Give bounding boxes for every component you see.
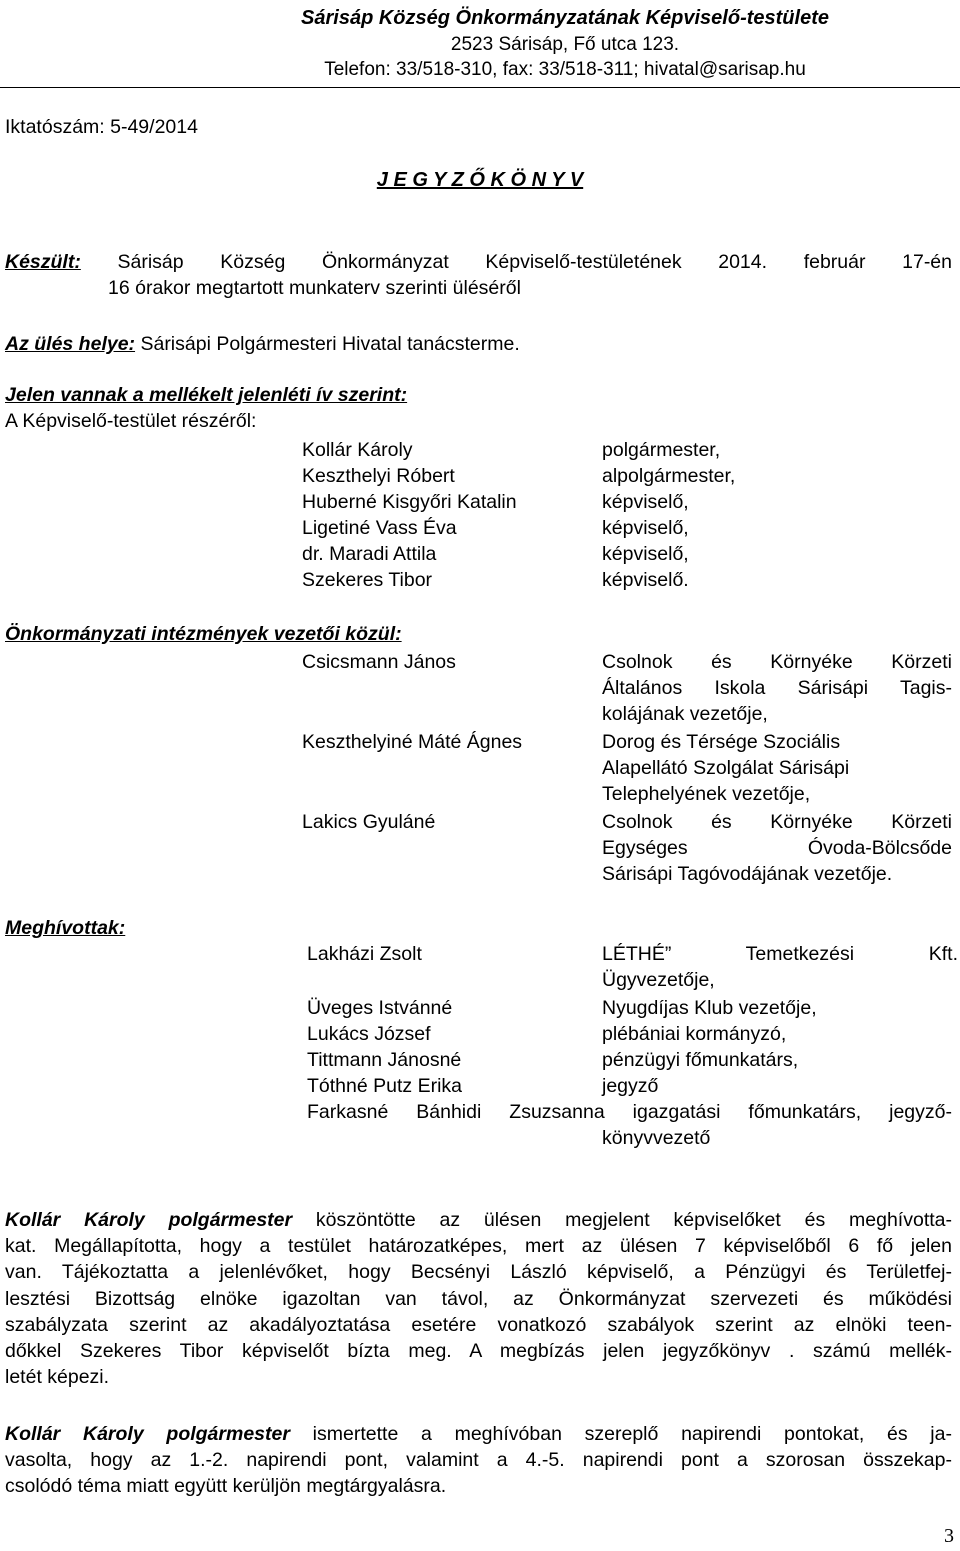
member-name: dr. Maradi Attila — [302, 543, 437, 565]
member-name: Ligetiné Vass Éva — [302, 517, 457, 539]
invitee-name: Üveges Istvánné — [307, 997, 453, 1019]
paragraph-line: csolódó téma miatt együtt kerüljön megtárgyalásra. — [5, 1475, 447, 1498]
prepared-label: Készült: — [5, 251, 81, 273]
invitee-farkasne-continuation: könyvvezető — [602, 1127, 711, 1149]
letterhead-divider — [0, 87, 960, 88]
paragraph-line: van. Tájékoztatta a jelenlévőket, hogy Becsényi László képviselő, a Pénzügyi és Területfej- — [5, 1261, 952, 1284]
paragraph-line: szabályzata szerint az akadályoztatása esetére vonatkozó szabályok szerint az elnöki teen- — [5, 1313, 952, 1336]
member-role: alpolgármester, — [602, 465, 736, 487]
paragraph-line — [5, 1207, 952, 1233]
invitee-name: Tittmann Jánosné — [307, 1049, 462, 1071]
letterhead-address: 2523 Sárisáp, Fő utca 123. — [450, 34, 680, 55]
invitee-role-line: plébániai kormányzó, — [602, 1023, 787, 1045]
member-name: Szekeres Tibor — [302, 569, 433, 591]
invitee-name: Lakházi Zsolt — [307, 943, 422, 965]
paragraph-agenda — [5, 1421, 952, 1500]
paragraph-line: vasolta, hogy az 1.-2. napirendi pont, valamint a 4.-5. napirendi pont a szorosan összekap- — [5, 1449, 952, 1472]
invitee-role-line: Nyugdíjas Klub vezetője, — [602, 997, 817, 1019]
paragraph-line: kat. Megállapította, hogy a testület határozatképes, mert az ülésen 7 képviselőből 6 fő jelen — [5, 1235, 952, 1258]
invitee-role-line: jegyző — [602, 1075, 659, 1097]
paragraph-line — [5, 1421, 952, 1447]
letterhead-contact: Telefon: 33/518-310, fax: 33/518-311; hivatal@sarisap.hu — [324, 59, 806, 80]
invitee-role-line: LÉTHÉ” Temetkezési Kft. — [602, 943, 958, 965]
registration-number: Iktatószám: 5-49/2014 — [5, 116, 198, 138]
speaker-name: Kollár Károly polgármester — [5, 1423, 290, 1445]
prepared-line-1 — [5, 249, 952, 275]
venue-line — [5, 331, 520, 357]
member-name: Keszthelyi Róbert — [302, 465, 455, 487]
speaker-name: Kollár Károly polgármester — [5, 1209, 293, 1231]
member-role: képviselő, — [602, 491, 689, 513]
member-name: Kollár Károly — [302, 439, 413, 461]
invitee-name: Lukács József — [307, 1023, 431, 1045]
leader-role-line: Csolnok és Környéke Körzeti — [602, 651, 952, 673]
paragraph-line: lesztési Bizottság elnöke igazoltan van távol, az Önkormányzat szervezeti és működési — [5, 1287, 952, 1310]
document-title: J E G Y Z Ő K Ö N Y V — [376, 169, 584, 191]
venue-label: Az ülés helye: — [5, 333, 136, 355]
member-name: Huberné Kisgyőri Katalin — [302, 491, 517, 513]
leader-role-line: Sárisápi Tagóvodájának vezetője. — [602, 863, 893, 885]
leader-role-line: Csolnok és Környéke Körzeti — [602, 811, 952, 833]
leader-role-line: Alapellátó Szolgálat Sárisápi — [602, 757, 850, 779]
paragraph-line: dőkkel Szekeres Tibor képviselőt bízta meg. A megbízás jelen jegyzőkönyv . számú mellék- — [5, 1339, 952, 1362]
paragraph-text: ismertette a meghívóban szereplő napirendi pontokat, és ja- — [289, 1423, 952, 1445]
paragraph-text: köszöntötte az ülésen megjelent képviselőket és meghívotta- — [292, 1209, 952, 1231]
leader-role-line: Általános Iskola Sárisápi Tagis- — [602, 677, 952, 699]
member-role: képviselő. — [602, 569, 689, 591]
paragraph-line: letét képezi. — [5, 1366, 110, 1389]
institutions-heading: Önkormányzati intézmények vezetői közül: — [5, 623, 402, 645]
invitee-role-line: pénzügyi főmunkatárs, — [602, 1049, 799, 1071]
letterhead-title: Sárisáp Község Önkormányzatának Képviselő-testülete — [301, 7, 829, 29]
invitee-role-line: Ügyvezetője, — [602, 969, 715, 991]
invitee-farkasne-line: Farkasné Bánhidi Zsuzsanna igazgatási főmunkatárs, jegyző- — [307, 1101, 952, 1123]
council-subheading: A Képviselő-testület részéről: — [5, 410, 257, 432]
member-role: képviselő, — [602, 517, 689, 539]
member-role: képviselő, — [602, 543, 689, 565]
invitees-heading: Meghívottak: — [5, 917, 126, 939]
member-role: polgármester, — [602, 439, 721, 461]
leader-role-line: Egységes Óvoda-Bölcsőde — [602, 837, 952, 859]
leader-role-line: Telephelyének vezetője, — [602, 783, 811, 805]
attendees-heading: Jelen vannak a mellékelt jelenléti ív szerint: — [5, 384, 408, 406]
venue-text: Sárisápi Polgármesteri Hivatal tanácsterme. — [135, 333, 520, 355]
paragraph-welcome — [5, 1207, 952, 1390]
leader-role-line: Dorog és Térsége Szociális — [602, 731, 841, 753]
prepared-text-1: Sárisáp Község Önkormányzat Képviselő-testületének 2014. február 17-én — [117, 251, 952, 273]
leader-role-line: kolájának vezetője, — [602, 703, 768, 725]
leader-name: Csicsmann János — [302, 651, 456, 673]
page-number: 3 — [944, 1525, 954, 1547]
invitee-name: Tóthné Putz Erika — [307, 1075, 462, 1097]
leader-name: Keszthelyiné Máté Ágnes — [302, 731, 523, 753]
leader-name: Lakics Gyuláné — [302, 811, 436, 833]
prepared-line-2: 16 órakor megtartott munkaterv szerinti üléséről — [108, 277, 521, 299]
